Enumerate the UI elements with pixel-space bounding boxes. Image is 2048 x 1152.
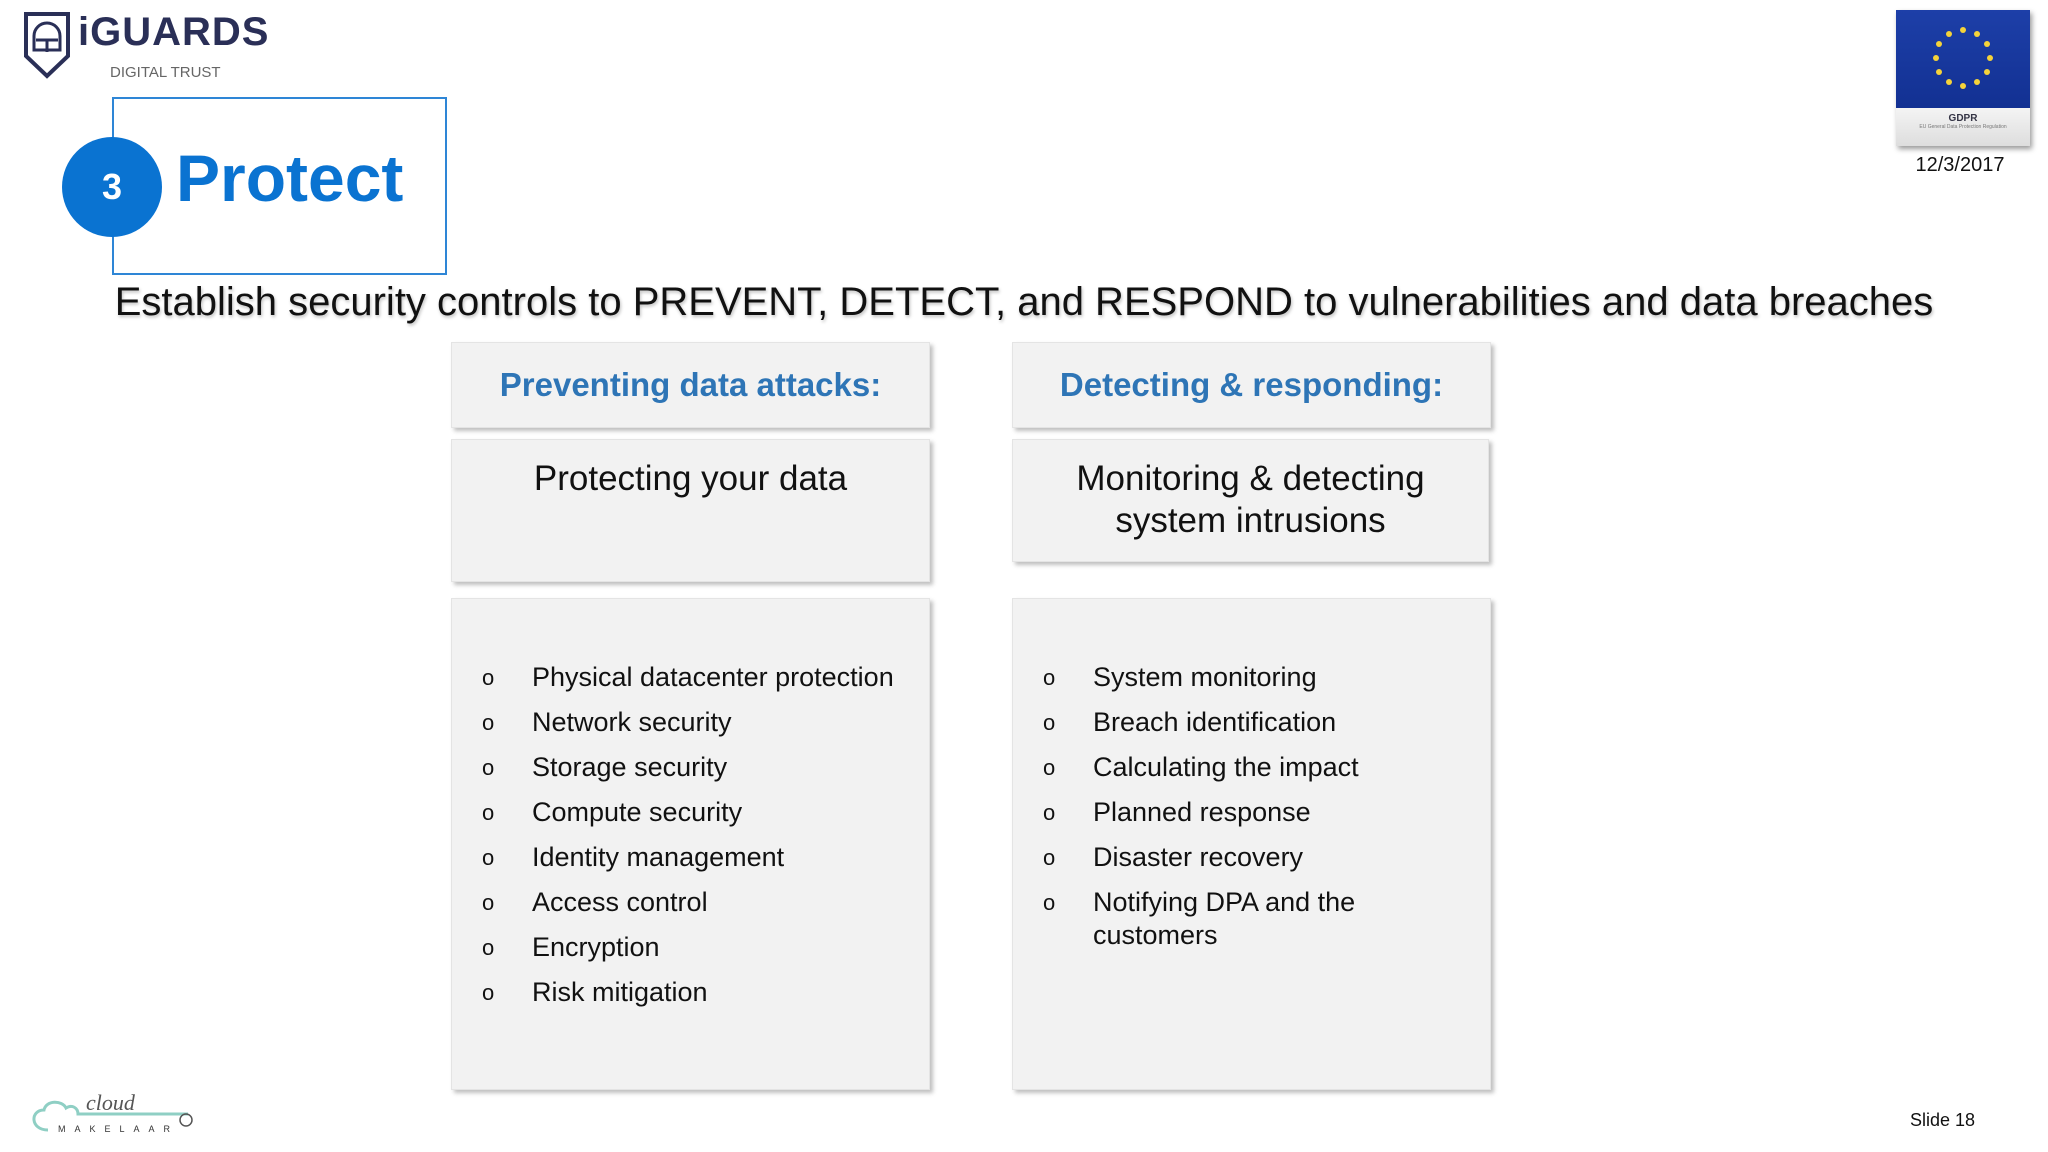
list-item — [1013, 841, 1473, 874]
detect-list-box — [1012, 598, 1491, 1090]
list-item — [1013, 751, 1473, 784]
logo-name: iGUARDS — [78, 10, 270, 54]
item-text: Planned response — [1093, 797, 1311, 827]
bullet-icon: o — [482, 845, 495, 870]
bullet-icon: o — [482, 800, 495, 825]
item-text: Breach identification — [1093, 707, 1337, 737]
list-item — [452, 706, 912, 739]
bullet-icon: o — [1043, 890, 1056, 915]
cloud-makelaar-logo — [18, 1090, 198, 1140]
bullet-icon: o — [482, 935, 495, 960]
gdpr-sublabel: EU General Data Protection Regulation — [1919, 124, 2007, 130]
prevent-list-box — [451, 598, 930, 1090]
list-item — [1013, 886, 1393, 952]
slide-number: Slide 18 — [1910, 1110, 1976, 1130]
item-text: System monitoring — [1093, 662, 1317, 692]
bullet-icon: o — [1043, 710, 1056, 735]
bullet-icon: o — [1043, 800, 1056, 825]
item-text: Compute security — [532, 797, 743, 827]
slide-subtitle: Establish security controls to PREVENT, DETECT, and RESPOND to vulnerabilities and data breaches — [114, 280, 1934, 324]
item-text: Identity management — [532, 842, 785, 872]
iguards-logo — [22, 10, 270, 84]
logo-tagline: DIGITAL TRUST — [110, 64, 221, 81]
bullet-icon: o — [482, 890, 495, 915]
list-item — [1013, 661, 1473, 694]
bullet-icon: o — [1043, 755, 1056, 780]
bullet-icon: o — [482, 755, 495, 780]
step-number: 3 — [62, 137, 162, 237]
detect-subheader: Monitoring & detecting system intrusions — [1012, 439, 1489, 562]
detect-list — [1013, 661, 1473, 964]
list-item — [452, 751, 912, 784]
page-title: Protect — [176, 141, 404, 215]
bullet-icon: o — [482, 710, 495, 735]
bullet-icon: o — [1043, 665, 1056, 690]
list-item — [452, 796, 912, 829]
bullet-icon: o — [1043, 845, 1056, 870]
gdpr-label: GDPR — [1948, 113, 1978, 124]
detect-header: Detecting & responding: — [1012, 342, 1491, 428]
list-item — [452, 931, 912, 964]
list-item — [452, 841, 912, 874]
list-item — [452, 976, 912, 1009]
item-text: Encryption — [532, 932, 660, 962]
prevent-list — [452, 661, 912, 1021]
list-item — [1013, 796, 1473, 829]
date: 12/3/2017 — [1915, 154, 2005, 176]
item-text: Calculating the impact — [1093, 752, 1359, 782]
item-text: Physical datacenter protection — [532, 662, 894, 692]
item-text: Notifying DPA and the customers — [1093, 887, 1356, 950]
eu-stars-icon — [1896, 10, 2030, 108]
item-text: Disaster recovery — [1093, 842, 1304, 872]
list-item — [452, 661, 912, 694]
list-item — [452, 886, 912, 919]
item-text: Access control — [532, 887, 708, 917]
brand-name: cloud — [86, 1090, 135, 1115]
bullet-icon: o — [482, 980, 495, 1005]
item-text: Storage security — [532, 752, 728, 782]
gdpr-badge — [1896, 10, 2030, 146]
shield-helmet-icon — [22, 10, 72, 80]
brand-sub: MAKELAAR — [58, 1124, 180, 1134]
prevent-header: Preventing data attacks: — [451, 342, 930, 428]
bullet-icon: o — [482, 665, 495, 690]
list-item — [1013, 706, 1473, 739]
item-text: Risk mitigation — [532, 977, 708, 1007]
prevent-subheader: Protecting your data — [451, 439, 930, 582]
item-text: Network security — [532, 707, 732, 737]
